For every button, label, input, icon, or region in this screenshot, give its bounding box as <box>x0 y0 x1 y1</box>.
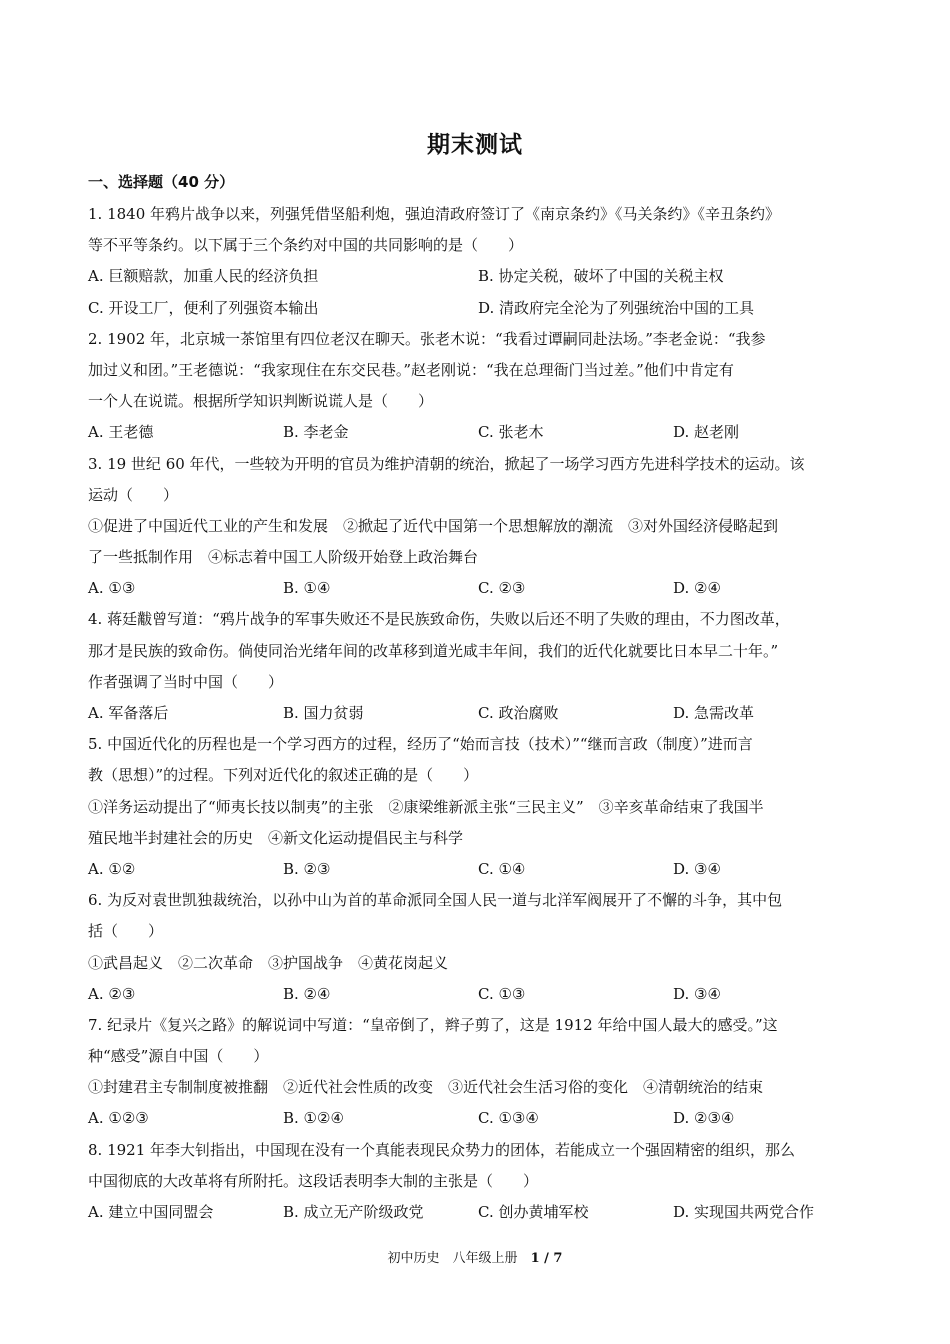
question-6 <box>88 885 868 1010</box>
answer-option: C. 开设工厂，便利了列强资本输出 <box>88 298 319 317</box>
answer-option: D. ③④ <box>673 859 721 878</box>
answer-option: A. 军备落后 <box>88 704 169 722</box>
answer-option: A. 建立中国同盟会 <box>88 1203 214 1221</box>
option-row <box>88 293 868 324</box>
question-stem-line: 5. 中国近代化的历程也是一个学习西方的过程，经历了“始而言技（技术）”“继而言政（制度）”进而言 <box>88 735 753 754</box>
question-stem-line: 括（ ） <box>88 922 164 941</box>
answer-option: B. 国力贫弱 <box>283 704 364 722</box>
question-stem-line: 2. 1902 年，北京城一茶馆里有四位老汉在聊天。张老木说：“我看过谭嗣同赴法场。”李老金说：“我参 <box>88 329 766 348</box>
question-4 <box>88 604 868 729</box>
answer-option: C. 张老木 <box>478 423 544 442</box>
option-row <box>88 854 868 885</box>
statement-line: ①武昌起义 ②二次革命 ③护国战争 ④黄花岗起义 <box>88 953 449 972</box>
answer-option: A. ①③ <box>88 579 136 598</box>
page-footer <box>0 1247 950 1266</box>
answer-option: B. 协定关税，破坏了中国的关税主权 <box>478 267 724 286</box>
option-row <box>88 1197 868 1228</box>
answer-option: A. 王老德 <box>88 423 154 442</box>
question-list <box>88 199 868 1228</box>
question-3 <box>88 449 868 605</box>
question-stem-line: 1. 1840 年鸦片战争以来，列强凭借坚船利炮，强迫清政府签订了《南京条约》《马关条约》《辛丑条约》 <box>88 205 781 223</box>
answer-option: B. ②④ <box>283 984 331 1003</box>
answer-option: A. ②③ <box>88 984 136 1003</box>
answer-option: B. ①④ <box>283 579 331 598</box>
footer-subject: 初中历史 <box>387 1251 440 1266</box>
option-row <box>88 979 868 1010</box>
question-stem-line: 7. 纪录片《复兴之路》的解说词中写道：“皇帝倒了，辫子剪了，这是 1912 年给中国人最大的感受。”这 <box>88 1015 778 1034</box>
answer-option: C. ①③④ <box>478 1109 539 1128</box>
answer-option: C. ②③ <box>478 579 526 598</box>
question-stem-line: 种“感受”源自中国（ ） <box>88 1047 269 1066</box>
statement-line: 殖民地半封建社会的历史 ④新文化运动提倡民主与科学 <box>88 828 464 847</box>
answer-option: A. 巨额赔款，加重人民的经济负担 <box>88 267 319 286</box>
question-2 <box>88 324 868 449</box>
question-stem-line: 4. 蒋廷黻曾写道：“鸦片战争的军事失败还不是民族致命伤，失败以后还不明了失败的理由，不力图改革， <box>88 610 790 629</box>
answer-option: C. ①④ <box>478 859 526 878</box>
question-8 <box>88 1135 868 1229</box>
question-stem-line: 中国彻底的大改革将有所附托。这段话表明李大制的主张是（ ） <box>88 1171 539 1190</box>
section-heading: 一、选择题（40 分） <box>88 173 235 191</box>
page-title: 期末测试 <box>427 132 523 158</box>
answer-option: B. ②③ <box>283 859 331 878</box>
answer-option: A. ①②③ <box>88 1109 149 1128</box>
question-stem-line: 那才是民族的致命伤。倘使同治光绪年间的改革移到道光咸丰年间，我们的近代化就要比日本早二十年。” <box>88 641 779 660</box>
question-stem-line: 6. 为反对袁世凯独裁统治，以孙中山为首的革命派同全国人民一道与北洋军阀展开了不懈的斗争，其中包 <box>88 891 783 910</box>
answer-option: D. ②③④ <box>673 1109 735 1128</box>
question-5 <box>88 729 868 885</box>
answer-option: D. 赵老刚 <box>673 423 740 442</box>
option-row <box>88 417 868 448</box>
option-row <box>88 1103 868 1134</box>
statement-line: 了一些抵制作用 ④标志着中国工人阶级开始登上政治舞台 <box>88 548 479 567</box>
answer-option: C. 创办黄埔军校 <box>478 1203 589 1221</box>
statement-line: ①封建君主专制制度被推翻 ②近代社会性质的改变 ③近代社会生活习俗的变化 ④清朝统治的结束 <box>88 1078 764 1097</box>
question-stem-line: 等不平等条约。以下属于三个条约对中国的共同影响的是（ ） <box>88 236 524 255</box>
answer-option: C. ①③ <box>478 984 526 1003</box>
answer-option: A. ①② <box>88 859 136 878</box>
answer-option: B. 成立无产阶级政党 <box>283 1203 424 1221</box>
option-row <box>88 261 868 292</box>
question-stem-line: 作者强调了当时中国（ ） <box>88 672 284 691</box>
question-7 <box>88 1010 868 1135</box>
question-stem-line: 一个人在说谎。根据所学知识判断说谎人是（ ） <box>88 392 434 411</box>
question-stem-line: 教（思想）”的过程。下列对近代化的叙述正确的是（ ） <box>88 766 479 785</box>
answer-option: B. ①②④ <box>283 1109 344 1128</box>
footer-grade: 八年级上册 <box>452 1251 518 1266</box>
answer-option: D. 实现国共两党合作 <box>673 1203 815 1221</box>
statement-line: ①洋务运动提出了“师夷长技以制夷”的主张 ②康梁维新派主张“三民主义” ③辛亥革命结束了我国半 <box>88 797 764 816</box>
statement-line: ①促进了中国近代工业的产生和发展 ②掀起了近代中国第一个思想解放的潮流 ③对外国经济侵略起到 <box>88 516 779 535</box>
question-stem-line: 3. 19 世纪 60 年代，一些较为开明的官员为维护清朝的统治，掀起了一场学习西方先进科学技术的运动。该 <box>88 454 805 473</box>
answer-option: B. 李老金 <box>283 423 349 442</box>
question-stem-line: 8. 1921 年李大钊指出，中国现在没有一个真能表现民众势力的团体，若能成立一个强固精密的组织，那么 <box>88 1140 796 1159</box>
option-row <box>88 573 868 604</box>
answer-option: C. 政治腐败 <box>478 704 559 722</box>
footer-page-number: 1 / 7 <box>530 1251 563 1266</box>
answer-option: D. 急需改革 <box>673 704 755 722</box>
question-stem-line: 加过义和团。”王老德说：“我家现住在东交民巷。”赵老刚说：“我在总理衙门当过差。”他们中肯定有 <box>88 360 734 379</box>
question-1 <box>88 199 868 324</box>
question-stem-line: 运动（ ） <box>88 485 179 504</box>
answer-option: D. ②④ <box>673 579 721 598</box>
answer-option: D. 清政府完全沦为了列强统治中国的工具 <box>478 298 755 317</box>
answer-option: D. ③④ <box>673 984 721 1003</box>
option-row <box>88 698 868 729</box>
